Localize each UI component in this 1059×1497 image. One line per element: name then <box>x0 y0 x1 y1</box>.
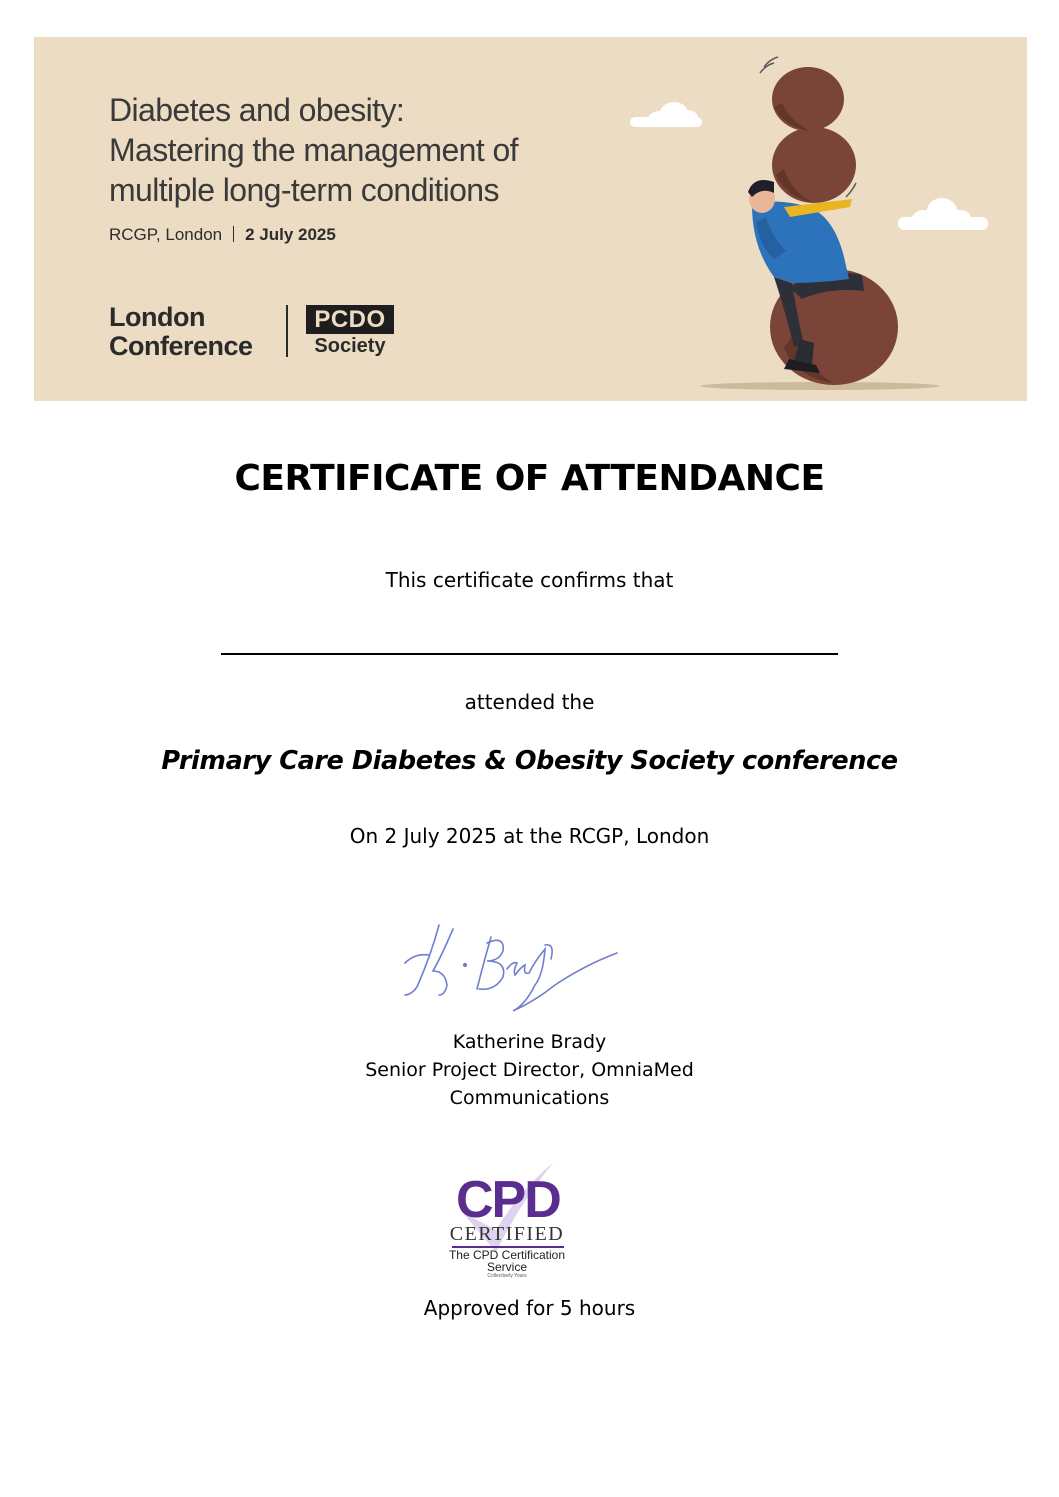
cpd-certified-label: CERTIFIED <box>449 1223 565 1245</box>
signatory-title-cont: Communications <box>449 1087 610 1109</box>
banner-title-line: Mastering the management of <box>109 132 518 168</box>
cpd-service-line: Service <box>486 1260 527 1274</box>
cpd-letters: CPD <box>456 1171 560 1229</box>
cpd-service-line: The CPD Certification <box>448 1248 566 1262</box>
event-date-location: On 2 July 2025 at the RCGP, London <box>349 824 710 848</box>
cpd-approved-hours: Approved for 5 hours <box>423 1296 636 1320</box>
signatory-title: Senior Project Director, OmniaMed <box>365 1059 694 1081</box>
society-label: Society <box>314 335 386 357</box>
cloud-icon <box>630 102 702 127</box>
london-label: London <box>109 302 205 332</box>
signatory-block <box>0 1028 1059 1112</box>
divider <box>233 226 234 242</box>
cpd-service-label <box>442 1249 572 1273</box>
conference-label: Conference <box>109 331 253 361</box>
banner-title-line: multiple long-term conditions <box>109 172 499 208</box>
attendee-name-line <box>221 653 838 655</box>
certificate-title: CERTIFICATE OF ATTENDANCE <box>234 458 825 499</box>
banner-venue: RCGP, London <box>109 225 223 244</box>
signatory-name: Katherine Brady <box>452 1031 607 1053</box>
cpd-certified-logo <box>442 1160 572 1285</box>
attended-text: attended the <box>464 690 595 714</box>
pcdo-logo-box: PCDO <box>306 305 394 334</box>
stacked-rocks-illustration <box>624 47 1024 397</box>
logo-divider <box>286 305 288 357</box>
cpd-tagline: Collectively Yours <box>487 1273 527 1279</box>
banner-title <box>109 90 629 210</box>
london-conference-logo <box>109 303 253 361</box>
event-name: Primary Care Diabetes & Obesity Society conference <box>161 746 898 776</box>
pcdo-society-logo <box>306 305 394 358</box>
banner-title-line: Diabetes and obesity: <box>109 92 405 128</box>
signature-image <box>395 915 635 1020</box>
confirms-text: This certificate confirms that <box>385 568 674 592</box>
cloud-icon <box>898 198 988 230</box>
header-banner <box>34 37 1027 401</box>
banner-venue-date <box>109 225 336 245</box>
banner-date: 2 July 2025 <box>245 225 336 244</box>
